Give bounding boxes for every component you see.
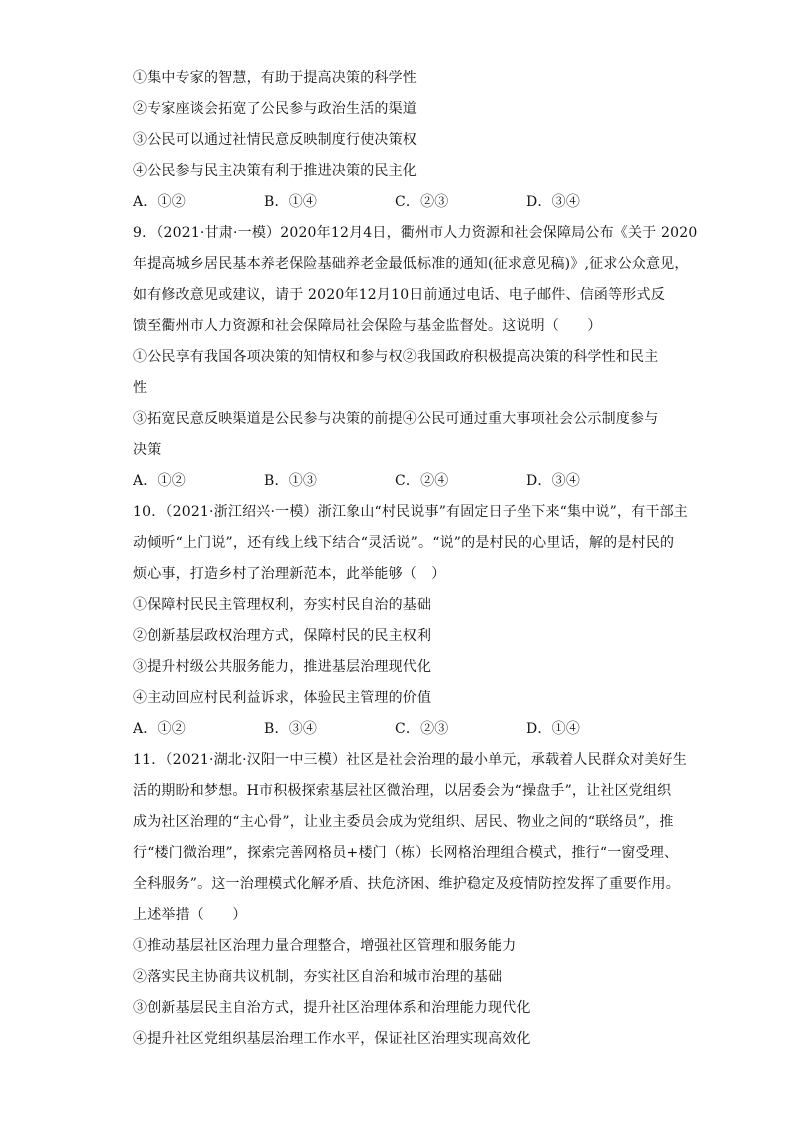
statement-3: ③创新基层民主自治方式，提升社区治理体系和治理能力现代化 [133,1000,531,1016]
statement-3: ③公民可以通过社情民意反映制度行使决策权 [133,132,417,148]
statement-2: ②落实民主协商共议机制，夯实社区自治和城市治理的基础 [133,969,503,985]
statement-4: ④主动回应村民利益诉求，体验民主管理的价值 [133,690,432,706]
question-stem-line: 如有修改意见或建议，请于 2020年12月10日前通过电话、电子邮件、信函等形式反 [133,287,665,303]
question-9 [133,218,698,497]
statement-line: ①公民享有我国各项决策的知情权和参与权②我国政府积极提高决策的科学性和民主 [133,349,659,365]
question-content [133,63,698,1055]
option-d[interactable]: D．③④ [526,194,581,210]
statement-2: ②创新基层政权治理方式，保障村民的民主权利 [133,628,432,644]
question-stem-line: 10．（2021·浙江绍兴·一模）浙江象山“村民说事”有固定日子坐下来“集中说”，有干部主 [133,504,688,520]
option-c[interactable]: C．②③ [395,194,449,210]
option-c[interactable]: C．②③ [395,721,449,737]
option-b[interactable]: B．①④ [264,194,318,210]
answer-options [133,466,673,497]
question-stem-line: 馈至衢州市人力资源和社会保障局社会保险与基金监督处。这说明（ ） [133,318,602,334]
question-stem-line: 动倾听“上门说”，还有线上线下结合“灵活说”。“说”的是村民的心里话，解的是村民的 [133,535,675,551]
question-stem-line: 11．（2021·湖北·汉阳一中三模）社区是社会治理的最小单元，承载着人民群众对美好生 [133,752,687,768]
option-d[interactable]: D．①④ [526,721,581,737]
option-a[interactable]: A．①② [133,473,186,489]
question-10 [133,497,688,745]
question-11 [133,745,687,1055]
statement-line: 决策 [133,442,162,458]
question-stem-line: 上述举措（ ） [133,907,247,923]
option-b[interactable]: B．①③ [264,473,318,489]
question-stem-line: 成为社区治理的“主心骨”，让业主委员会成为党组织、居民、物业之间的“联络员”，推 [133,814,674,830]
question-stem-line: 全科服务”。这一治理模式化解矛盾、扶危济困、维护稳定及疫情防控发挥了重要作用。 [133,876,680,892]
statement-line: 性 [133,380,148,396]
statement-4: ④提升社区党组织基层治理工作水平，保证社区治理实现高效化 [133,1031,531,1047]
question-stem-line: 烦心事，打造乡村了治理新范本，此举能够（ ） [133,566,446,582]
statement-line: ③拓宽民意反映渠道是公民参与决策的前提④公民可通过重大事项社会公示制度参与 [133,411,659,427]
question-8-remainder [133,63,673,218]
question-stem-line: 9．（2021·甘肃·一模）2020年12月4日，衢州市人力资源和社会保障局公布《关于 2020 [133,225,698,241]
option-a[interactable]: A．①② [133,194,186,210]
question-stem-line: 活的期盼和梦想。H市积极探索基层社区微治理，以居委会为“操盘手”，让社区党组织 [133,783,672,799]
statement-4: ④公民参与民主决策有利于推进决策的民主化 [133,163,417,179]
statement-1: ①保障村民民主管理权利，夯实村民自治的基础 [133,597,432,613]
option-c[interactable]: C．②④ [395,473,449,489]
statement-3: ③提升村级公共服务能力，推进基层治理现代化 [133,659,432,675]
question-stem-line: 行“楼门微治理”，探索完善网格员+楼门（栋）长网格治理组合模式，推行“一窗受理、 [133,845,679,861]
question-stem-line: 年提高城乡居民基本养老保险基础养老金最低标准的通知(征求意见稿)》,征求公众意见， [133,256,689,272]
option-a[interactable]: A．①② [133,721,186,737]
option-b[interactable]: B．③④ [264,721,318,737]
answer-options [133,714,673,745]
answer-options [133,187,673,218]
statement-1: ①集中专家的智慧，有助于提高决策的科学性 [133,70,417,86]
option-d[interactable]: D．③④ [526,473,581,489]
statement-2: ②专家座谈会拓宽了公民参与政治生活的渠道 [133,101,417,117]
statement-1: ①推动基层社区治理力量合理整合，增强社区管理和服务能力 [133,938,517,954]
